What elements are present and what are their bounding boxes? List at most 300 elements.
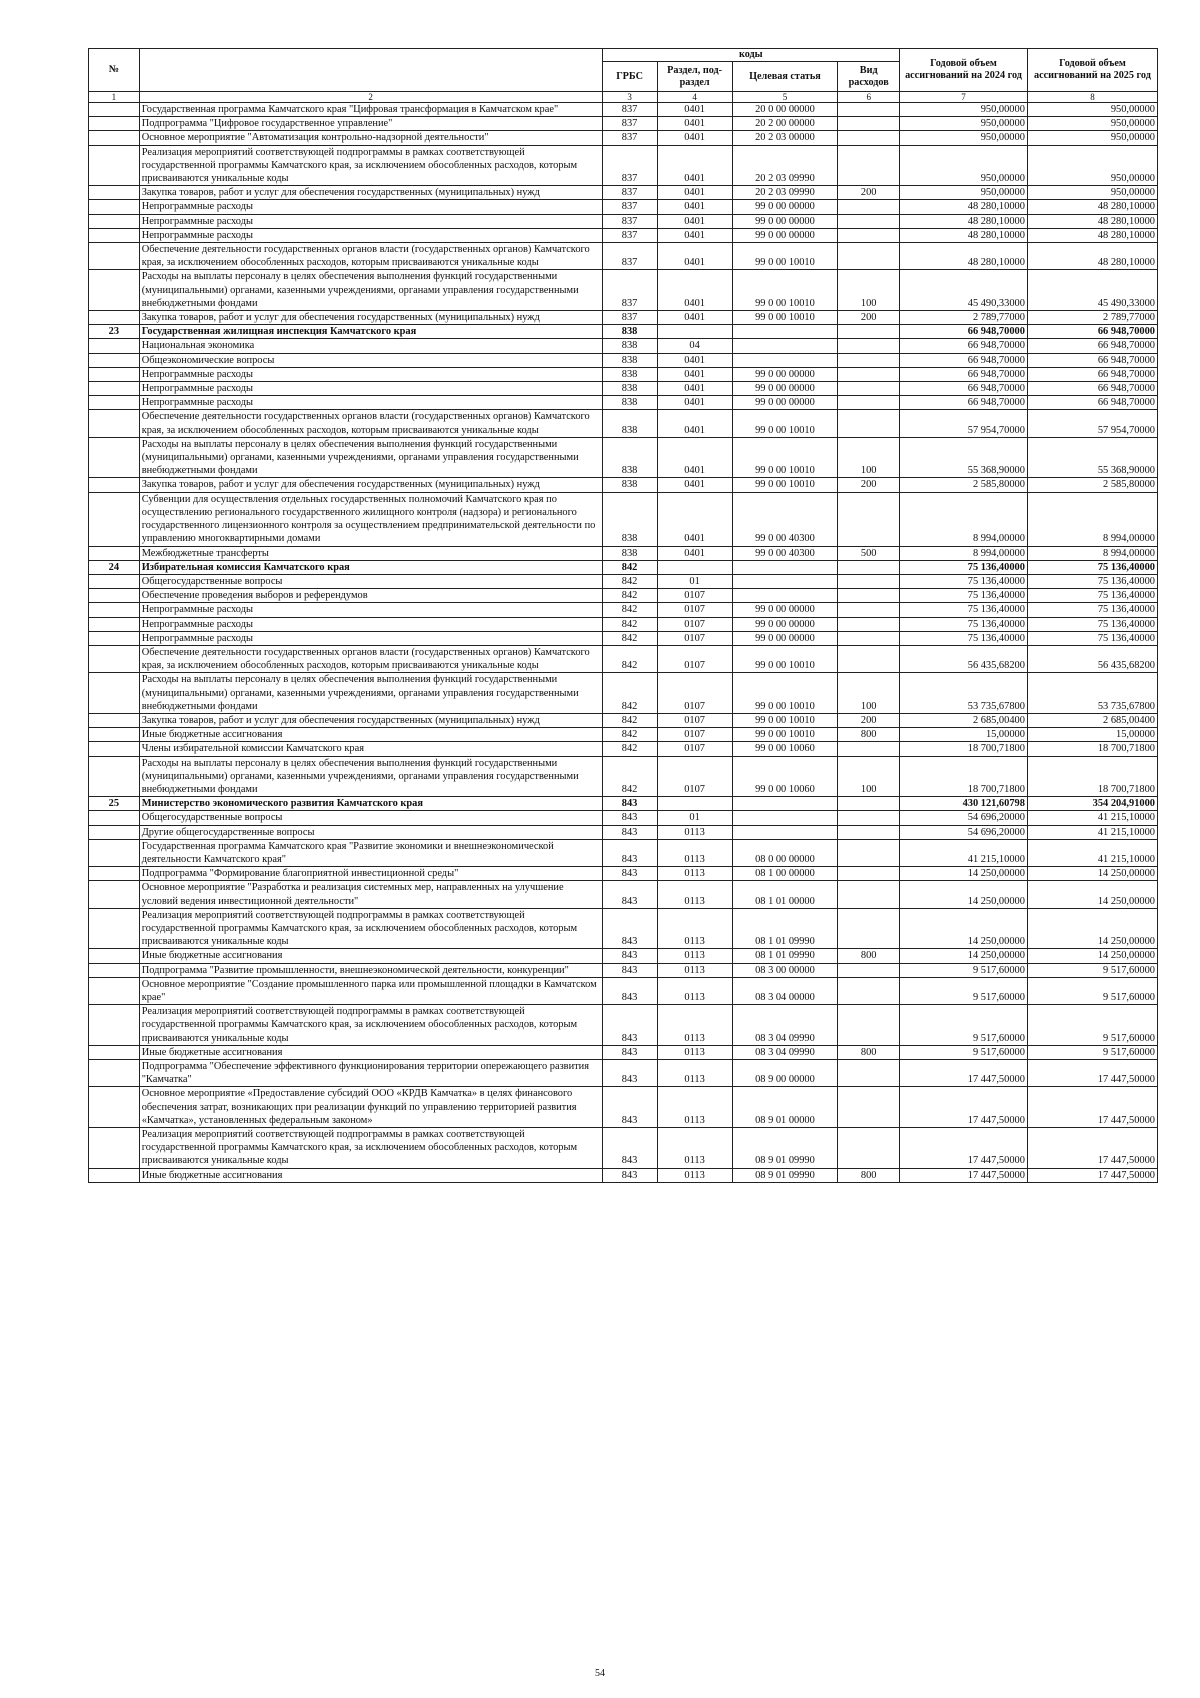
row-expense-type: 800 — [838, 1168, 900, 1182]
row-target-article: 08 9 01 09990 — [732, 1168, 838, 1182]
row-grbs: 843 — [602, 1168, 657, 1182]
row-name: Подпрограмма "Цифровое государственное управление" — [139, 117, 602, 131]
row-number — [89, 1087, 140, 1128]
row-grbs: 843 — [602, 963, 657, 977]
row-amount-2025: 18 700,71800 — [1027, 756, 1157, 797]
row-amount-2024: 75 136,40000 — [900, 589, 1028, 603]
row-target-article: 08 9 00 00000 — [732, 1060, 838, 1087]
row-amount-2025: 48 280,10000 — [1027, 243, 1157, 270]
row-target-article: 99 0 00 40300 — [732, 492, 838, 546]
row-amount-2024: 2 789,77000 — [900, 311, 1028, 325]
row-razdel: 0401 — [657, 396, 732, 410]
table-row — [89, 353, 1158, 367]
row-amount-2024: 950,00000 — [900, 186, 1028, 200]
row-grbs: 842 — [602, 728, 657, 742]
row-amount-2025: 66 948,70000 — [1027, 396, 1157, 410]
row-amount-2024: 75 136,40000 — [900, 617, 1028, 631]
row-amount-2025: 950,00000 — [1027, 103, 1157, 117]
row-expense-type — [838, 574, 900, 588]
row-expense-type — [838, 325, 900, 339]
row-target-article: 20 2 03 00000 — [732, 131, 838, 145]
row-amount-2025: 45 490,33000 — [1027, 270, 1157, 311]
row-number — [89, 311, 140, 325]
header-name — [139, 49, 602, 92]
row-number — [89, 228, 140, 242]
column-number: 3 — [602, 92, 657, 103]
row-amount-2025: 2 685,00400 — [1027, 713, 1157, 727]
row-amount-2024: 66 948,70000 — [900, 382, 1028, 396]
row-name: Расходы на выплаты персоналу в целях обеспечения выполнения функций государственными (муниципальными) органами, казенными учреждениями, органами управления государственными внебюджетными фондами — [139, 437, 602, 478]
row-expense-type — [838, 1060, 900, 1087]
column-number: 7 — [900, 92, 1028, 103]
table-row — [89, 131, 1158, 145]
table-row — [89, 742, 1158, 756]
row-expense-type: 200 — [838, 186, 900, 200]
row-expense-type — [838, 631, 900, 645]
row-target-article — [732, 589, 838, 603]
table-row — [89, 949, 1158, 963]
row-grbs: 838 — [602, 396, 657, 410]
row-expense-type: 800 — [838, 949, 900, 963]
table-row — [89, 382, 1158, 396]
row-name: Государственная программа Камчатского края "Развитие экономики и внешнеэкономической деятельности Камчатского края" — [139, 839, 602, 866]
row-grbs: 843 — [602, 881, 657, 908]
row-number — [89, 811, 140, 825]
row-target-article: 99 0 00 00000 — [732, 396, 838, 410]
row-amount-2024: 950,00000 — [900, 131, 1028, 145]
row-target-article: 20 2 00 00000 — [732, 117, 838, 131]
row-grbs: 842 — [602, 645, 657, 672]
row-grbs: 837 — [602, 270, 657, 311]
table-row — [89, 410, 1158, 437]
row-grbs: 843 — [602, 825, 657, 839]
row-amount-2025: 53 735,67800 — [1027, 673, 1157, 714]
row-amount-2025: 17 447,50000 — [1027, 1128, 1157, 1169]
row-target-article: 08 3 00 00000 — [732, 963, 838, 977]
row-razdel: 0401 — [657, 103, 732, 117]
row-number — [89, 353, 140, 367]
row-name: Закупка товаров, работ и услуг для обеспечения государственных (муниципальных) нужд — [139, 186, 602, 200]
budget-table — [88, 48, 1158, 1183]
row-expense-type: 800 — [838, 728, 900, 742]
row-target-article: 99 0 00 40300 — [732, 546, 838, 560]
row-amount-2025: 48 280,10000 — [1027, 228, 1157, 242]
row-target-article — [732, 339, 838, 353]
row-amount-2025: 8 994,00000 — [1027, 492, 1157, 546]
row-amount-2024: 14 250,00000 — [900, 881, 1028, 908]
row-target-article: 20 0 00 00000 — [732, 103, 838, 117]
row-expense-type — [838, 492, 900, 546]
row-razdel: 0401 — [657, 145, 732, 186]
row-number — [89, 589, 140, 603]
row-expense-type — [838, 396, 900, 410]
table-row — [89, 825, 1158, 839]
row-expense-type: 100 — [838, 270, 900, 311]
row-name: Избирательная комиссия Камчатского края — [139, 560, 602, 574]
row-number — [89, 728, 140, 742]
table-row — [89, 228, 1158, 242]
row-grbs: 838 — [602, 546, 657, 560]
row-grbs: 843 — [602, 1045, 657, 1059]
row-name: Обеспечение проведения выборов и референдумов — [139, 589, 602, 603]
row-amount-2025: 66 948,70000 — [1027, 339, 1157, 353]
row-name: Реализация мероприятий соответствующей подпрограммы в рамках соответствующей государственной программы Камчатского края, за исключением обособленных расходов, которым присваиваются уникальные коды — [139, 908, 602, 949]
row-number — [89, 270, 140, 311]
row-amount-2025: 17 447,50000 — [1027, 1060, 1157, 1087]
row-target-article: 99 0 00 10010 — [732, 243, 838, 270]
row-name: Непрограммные расходы — [139, 382, 602, 396]
row-number — [89, 145, 140, 186]
row-number — [89, 1060, 140, 1087]
row-amount-2024: 18 700,71800 — [900, 756, 1028, 797]
row-number — [89, 756, 140, 797]
row-target-article — [732, 574, 838, 588]
row-target-article: 08 1 01 09990 — [732, 908, 838, 949]
row-target-article: 99 0 00 00000 — [732, 367, 838, 381]
row-target-article: 08 3 04 09990 — [732, 1005, 838, 1046]
row-target-article: 99 0 00 10010 — [732, 410, 838, 437]
row-amount-2024: 54 696,20000 — [900, 825, 1028, 839]
row-number — [89, 546, 140, 560]
row-amount-2025: 9 517,60000 — [1027, 963, 1157, 977]
row-razdel: 0107 — [657, 673, 732, 714]
row-expense-type — [838, 382, 900, 396]
row-amount-2025: 14 250,00000 — [1027, 908, 1157, 949]
table-row — [89, 1168, 1158, 1182]
table-row — [89, 1045, 1158, 1059]
row-expense-type — [838, 1087, 900, 1128]
row-razdel: 01 — [657, 811, 732, 825]
row-grbs: 838 — [602, 478, 657, 492]
table-row — [89, 908, 1158, 949]
table-row — [89, 1128, 1158, 1169]
table-row — [89, 117, 1158, 131]
row-grbs: 837 — [602, 131, 657, 145]
row-name: Расходы на выплаты персоналу в целях обеспечения выполнения функций государственными (муниципальными) органами, казенными учреждениями, органами управления государственными внебюджетными фондами — [139, 673, 602, 714]
row-target-article — [732, 811, 838, 825]
row-amount-2025: 75 136,40000 — [1027, 617, 1157, 631]
row-expense-type — [838, 131, 900, 145]
row-grbs: 842 — [602, 603, 657, 617]
row-razdel: 01 — [657, 574, 732, 588]
row-razdel: 0107 — [657, 631, 732, 645]
row-razdel: 0113 — [657, 963, 732, 977]
row-name: Обеспечение деятельности государственных органов власти (государственных органов) Камчатского края, за исключением обособленных расходов, которым присваиваются уникальные коды — [139, 243, 602, 270]
row-amount-2024: 53 735,67800 — [900, 673, 1028, 714]
table-row — [89, 673, 1158, 714]
header-codes: коды — [602, 49, 900, 62]
row-amount-2024: 66 948,70000 — [900, 339, 1028, 353]
table-row — [89, 478, 1158, 492]
row-name: Общеэкономические вопросы — [139, 353, 602, 367]
row-grbs: 842 — [602, 756, 657, 797]
row-amount-2024: 41 215,10000 — [900, 839, 1028, 866]
row-expense-type: 200 — [838, 478, 900, 492]
row-amount-2025: 75 136,40000 — [1027, 560, 1157, 574]
row-amount-2025: 14 250,00000 — [1027, 881, 1157, 908]
row-number — [89, 200, 140, 214]
column-number: 4 — [657, 92, 732, 103]
row-amount-2024: 430 121,60798 — [900, 797, 1028, 811]
row-grbs: 837 — [602, 103, 657, 117]
row-number — [89, 186, 140, 200]
row-amount-2025: 9 517,60000 — [1027, 977, 1157, 1004]
row-grbs: 842 — [602, 589, 657, 603]
table-row — [89, 1060, 1158, 1087]
row-grbs: 843 — [602, 811, 657, 825]
row-razdel: 0107 — [657, 617, 732, 631]
row-name: Министерство экономического развития Камчатского края — [139, 797, 602, 811]
row-target-article: 99 0 00 00000 — [732, 200, 838, 214]
table-row — [89, 325, 1158, 339]
row-razdel: 0401 — [657, 270, 732, 311]
table-row — [89, 589, 1158, 603]
row-target-article: 99 0 00 10010 — [732, 478, 838, 492]
row-name: Подпрограмма "Развитие промышленности, внешнеэкономической деятельности, конкуренции" — [139, 963, 602, 977]
row-name: Члены избирательной комиссии Камчатского края — [139, 742, 602, 756]
row-number: 25 — [89, 797, 140, 811]
row-number — [89, 410, 140, 437]
table-row — [89, 728, 1158, 742]
row-razdel: 0401 — [657, 200, 732, 214]
column-number: 6 — [838, 92, 900, 103]
row-expense-type: 100 — [838, 756, 900, 797]
row-razdel: 0113 — [657, 839, 732, 866]
row-amount-2024: 950,00000 — [900, 117, 1028, 131]
row-name: Межбюджетные трансферты — [139, 546, 602, 560]
row-grbs: 837 — [602, 145, 657, 186]
table-row — [89, 977, 1158, 1004]
row-grbs: 837 — [602, 200, 657, 214]
row-amount-2024: 14 250,00000 — [900, 867, 1028, 881]
row-target-article: 99 0 00 00000 — [732, 631, 838, 645]
row-expense-type — [838, 560, 900, 574]
column-number: 2 — [139, 92, 602, 103]
row-number — [89, 574, 140, 588]
row-amount-2024: 54 696,20000 — [900, 811, 1028, 825]
row-grbs: 838 — [602, 410, 657, 437]
row-expense-type: 500 — [838, 546, 900, 560]
row-razdel: 0113 — [657, 825, 732, 839]
row-expense-type — [838, 200, 900, 214]
row-name: Закупка товаров, работ и услуг для обеспечения государственных (муниципальных) нужд — [139, 478, 602, 492]
row-number — [89, 949, 140, 963]
row-expense-type — [838, 603, 900, 617]
row-amount-2025: 75 136,40000 — [1027, 603, 1157, 617]
row-name: Основное мероприятие «Предоставление субсидий ООО «КРДВ Камчатка» в целях финансового обеспечения затрат, возникающих при реализации функций по управлению территорией развития «Камчатка», установленных федеральным законом» — [139, 1087, 602, 1128]
row-name: Подпрограмма "Обеспечение эффективного функционирования территории опережающего развития "Камчатка" — [139, 1060, 602, 1087]
row-expense-type — [838, 797, 900, 811]
row-expense-type — [838, 228, 900, 242]
row-amount-2025: 66 948,70000 — [1027, 325, 1157, 339]
row-expense-type — [838, 825, 900, 839]
row-amount-2024: 8 994,00000 — [900, 492, 1028, 546]
table-row — [89, 103, 1158, 117]
header-target-article: Целевая статья — [732, 62, 838, 92]
row-expense-type — [838, 353, 900, 367]
row-grbs: 843 — [602, 797, 657, 811]
row-expense-type — [838, 963, 900, 977]
row-number — [89, 617, 140, 631]
row-amount-2025: 15,00000 — [1027, 728, 1157, 742]
row-amount-2025: 950,00000 — [1027, 145, 1157, 186]
row-number — [89, 367, 140, 381]
row-number — [89, 1045, 140, 1059]
row-amount-2025: 75 136,40000 — [1027, 631, 1157, 645]
row-amount-2025: 48 280,10000 — [1027, 214, 1157, 228]
row-amount-2025: 66 948,70000 — [1027, 382, 1157, 396]
row-number — [89, 117, 140, 131]
row-amount-2024: 66 948,70000 — [900, 396, 1028, 410]
row-razdel: 0113 — [657, 949, 732, 963]
row-target-article: 99 0 00 00000 — [732, 214, 838, 228]
row-expense-type — [838, 881, 900, 908]
row-razdel: 0401 — [657, 117, 732, 131]
row-razdel: 0113 — [657, 1128, 732, 1169]
row-grbs: 843 — [602, 839, 657, 866]
row-target-article: 08 9 01 09990 — [732, 1128, 838, 1169]
row-number — [89, 603, 140, 617]
row-expense-type: 200 — [838, 713, 900, 727]
header-year-2024: Годовой объем ассигнований на 2024 год — [900, 49, 1028, 92]
row-name: Основное мероприятие "Создание промышленного парка или промышленной площадки в Камчатском крае" — [139, 977, 602, 1004]
row-target-article: 99 0 00 10060 — [732, 742, 838, 756]
row-grbs: 838 — [602, 367, 657, 381]
row-grbs: 838 — [602, 353, 657, 367]
row-target-article: 99 0 00 00000 — [732, 228, 838, 242]
row-number — [89, 839, 140, 866]
row-amount-2025: 41 215,10000 — [1027, 811, 1157, 825]
row-razdel: 0113 — [657, 977, 732, 1004]
row-target-article: 99 0 00 10010 — [732, 645, 838, 672]
row-target-article: 08 1 00 00000 — [732, 867, 838, 881]
row-name: Закупка товаров, работ и услуг для обеспечения государственных (муниципальных) нужд — [139, 311, 602, 325]
table-row — [89, 1005, 1158, 1046]
row-number — [89, 1005, 140, 1046]
row-expense-type — [838, 1005, 900, 1046]
row-name: Государственная программа Камчатского края "Цифровая трансформация в Камчатском крае" — [139, 103, 602, 117]
row-name: Реализация мероприятий соответствующей подпрограммы в рамках соответствующей государственной программы Камчатского края, за исключением обособленных расходов, которым присваиваются уникальные коды — [139, 145, 602, 186]
row-target-article: 99 0 00 10010 — [732, 673, 838, 714]
row-name: Непрограммные расходы — [139, 228, 602, 242]
row-expense-type: 200 — [838, 311, 900, 325]
row-amount-2025: 66 948,70000 — [1027, 367, 1157, 381]
row-amount-2025: 2 789,77000 — [1027, 311, 1157, 325]
row-amount-2024: 56 435,68200 — [900, 645, 1028, 672]
row-amount-2025: 2 585,80000 — [1027, 478, 1157, 492]
row-number — [89, 645, 140, 672]
row-target-article: 99 0 00 00000 — [732, 603, 838, 617]
row-target-article: 99 0 00 00000 — [732, 617, 838, 631]
table-row — [89, 963, 1158, 977]
row-amount-2024: 57 954,70000 — [900, 410, 1028, 437]
row-grbs: 842 — [602, 574, 657, 588]
row-razdel: 0113 — [657, 1168, 732, 1182]
row-grbs: 842 — [602, 742, 657, 756]
row-target-article: 08 9 01 00000 — [732, 1087, 838, 1128]
row-target-article — [732, 325, 838, 339]
row-number — [89, 214, 140, 228]
row-grbs: 843 — [602, 949, 657, 963]
row-amount-2025: 14 250,00000 — [1027, 867, 1157, 881]
row-expense-type — [838, 867, 900, 881]
row-expense-type — [838, 645, 900, 672]
row-grbs: 838 — [602, 339, 657, 353]
row-expense-type — [838, 811, 900, 825]
table-row — [89, 546, 1158, 560]
table-row — [89, 243, 1158, 270]
row-number — [89, 478, 140, 492]
table-row — [89, 631, 1158, 645]
row-razdel: 0401 — [657, 214, 732, 228]
row-amount-2024: 17 447,50000 — [900, 1168, 1028, 1182]
row-razdel: 0401 — [657, 243, 732, 270]
row-amount-2025: 41 215,10000 — [1027, 839, 1157, 866]
row-grbs: 843 — [602, 1060, 657, 1087]
table-row — [89, 574, 1158, 588]
row-grbs: 837 — [602, 228, 657, 242]
row-razdel: 0113 — [657, 1087, 732, 1128]
column-number: 8 — [1027, 92, 1157, 103]
row-amount-2024: 45 490,33000 — [900, 270, 1028, 311]
row-razdel: 0113 — [657, 908, 732, 949]
row-amount-2024: 48 280,10000 — [900, 243, 1028, 270]
row-amount-2025: 354 204,91000 — [1027, 797, 1157, 811]
row-amount-2024: 75 136,40000 — [900, 560, 1028, 574]
row-razdel: 0401 — [657, 367, 732, 381]
row-number — [89, 131, 140, 145]
row-grbs: 843 — [602, 1005, 657, 1046]
row-amount-2025: 48 280,10000 — [1027, 200, 1157, 214]
table-row — [89, 492, 1158, 546]
row-number — [89, 963, 140, 977]
row-amount-2024: 48 280,10000 — [900, 228, 1028, 242]
row-amount-2024: 9 517,60000 — [900, 1005, 1028, 1046]
row-target-article: 99 0 00 10010 — [732, 270, 838, 311]
row-grbs: 843 — [602, 908, 657, 949]
row-razdel — [657, 560, 732, 574]
header-razdel: Раздел, под-раздел — [657, 62, 732, 92]
row-expense-type — [838, 214, 900, 228]
row-amount-2025: 950,00000 — [1027, 117, 1157, 131]
row-amount-2024: 14 250,00000 — [900, 908, 1028, 949]
row-expense-type: 100 — [838, 673, 900, 714]
row-number — [89, 631, 140, 645]
row-amount-2025: 75 136,40000 — [1027, 574, 1157, 588]
table-row — [89, 867, 1158, 881]
row-number — [89, 742, 140, 756]
row-expense-type — [838, 145, 900, 186]
row-number — [89, 1168, 140, 1182]
row-razdel: 0107 — [657, 756, 732, 797]
row-name: Непрограммные расходы — [139, 367, 602, 381]
row-amount-2024: 75 136,40000 — [900, 574, 1028, 588]
row-name: Расходы на выплаты персоналу в целях обеспечения выполнения функций государственными (муниципальными) органами, казенными учреждениями, органами управления государственными внебюджетными фондами — [139, 270, 602, 311]
row-name: Другие общегосударственные вопросы — [139, 825, 602, 839]
row-target-article — [732, 353, 838, 367]
row-amount-2025: 17 447,50000 — [1027, 1168, 1157, 1182]
row-razdel: 0401 — [657, 311, 732, 325]
row-razdel: 0401 — [657, 353, 732, 367]
row-target-article: 08 1 01 09990 — [732, 949, 838, 963]
row-number: 23 — [89, 325, 140, 339]
table-row — [89, 617, 1158, 631]
row-name: Иные бюджетные ассигнования — [139, 1045, 602, 1059]
row-name: Обеспечение деятельности государственных органов власти (государственных органов) Камчатского края, за исключением обособленных расходов, которым присваиваются уникальные коды — [139, 645, 602, 672]
row-name: Непрограммные расходы — [139, 214, 602, 228]
row-amount-2024: 14 250,00000 — [900, 949, 1028, 963]
row-amount-2024: 66 948,70000 — [900, 353, 1028, 367]
